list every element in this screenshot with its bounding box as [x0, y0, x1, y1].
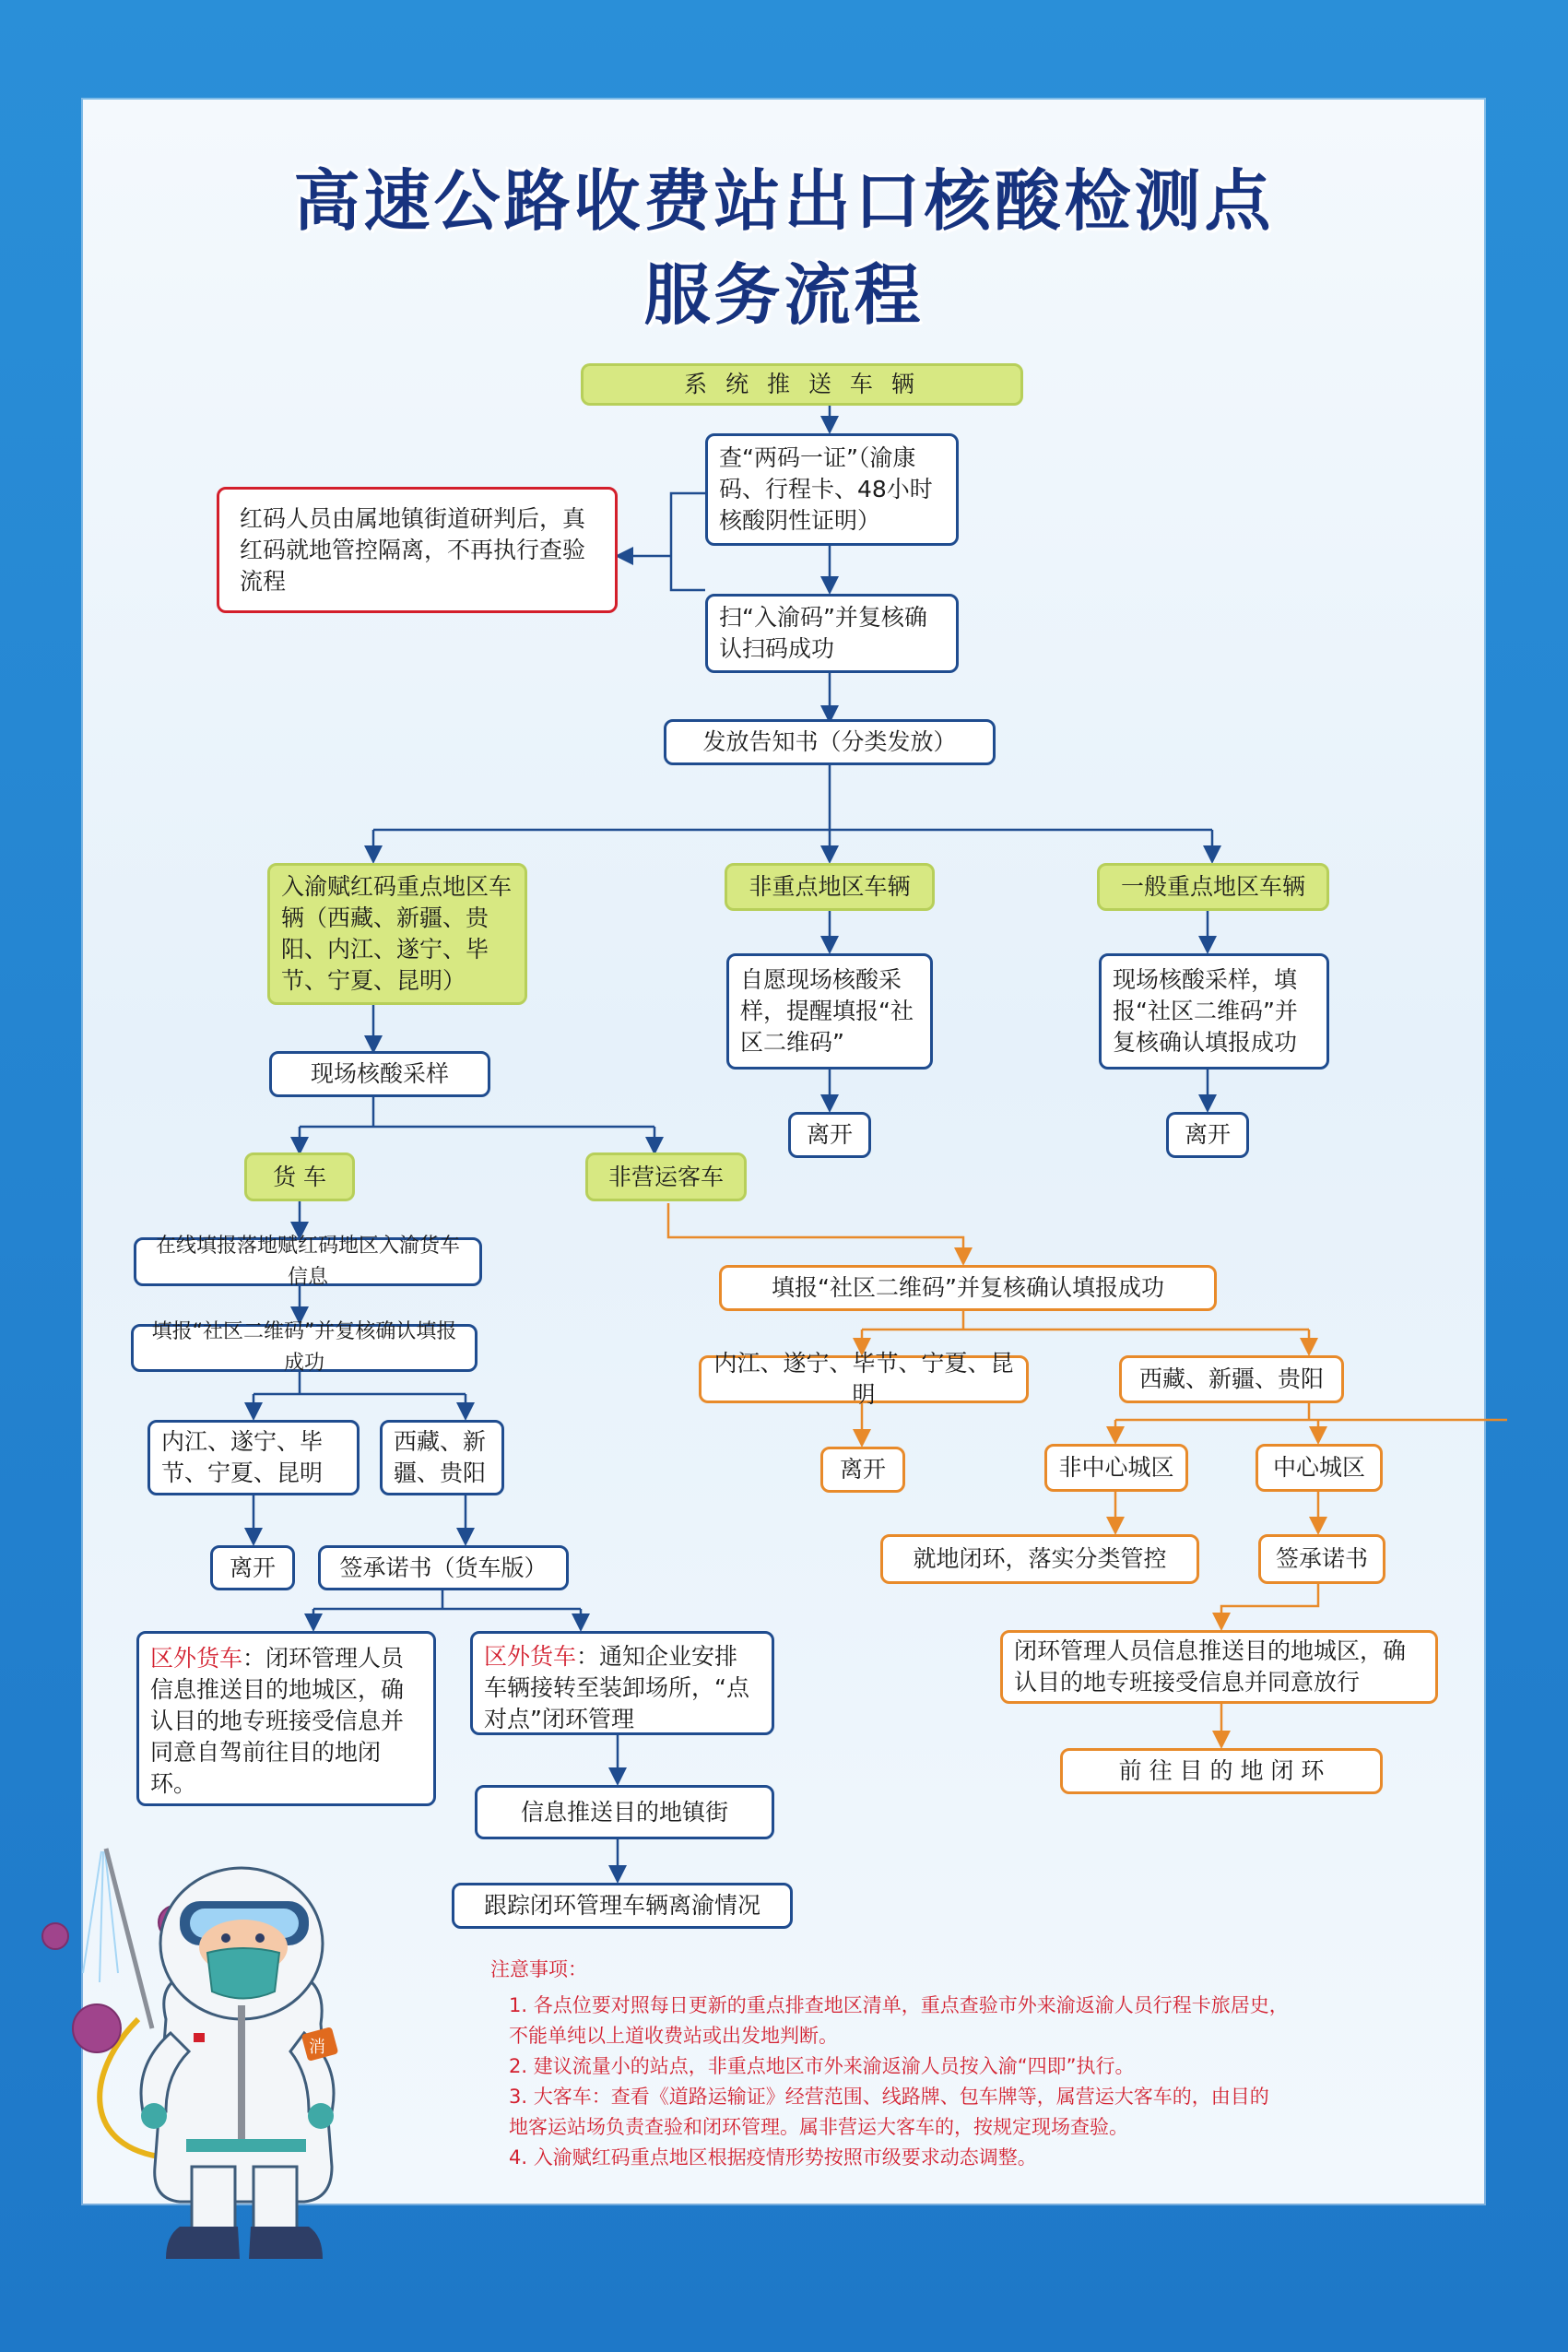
- step-leave-nonkey: 离开: [788, 1112, 871, 1158]
- step-check-codes: 查“两码一证”（渝康码、行程卡、48小时核酸阴性证明）: [705, 433, 959, 546]
- note-item-2: 2. 建议流量小的站点，非重点地区市外来渝返渝人员按入渝“四即”执行。: [509, 2055, 1135, 2077]
- step-truck-online-report: 在线填报落地赋红码地区入渝货车信息: [134, 1237, 482, 1286]
- step-push-to-town: 信息推送目的地镇街: [475, 1785, 774, 1839]
- step-truck-fill-qrcode: 填报“社区二维码”并复核确认填报成功: [131, 1324, 477, 1372]
- branch-truck: 货 车: [244, 1152, 355, 1201]
- step-red-code-handling: 红码人员由属地镇街道研判后，真红码就地管控隔离，不再执行查验流程: [217, 487, 618, 613]
- step-closed-loop-push: 闭环管理人员信息推送目的地城区，确认目的地专班接受信息并同意放行: [1000, 1630, 1438, 1704]
- health-worker-mascot-with-sprayer-icon: [28, 1835, 461, 2268]
- step-issue-notice: 发放告知书（分类发放）: [664, 719, 996, 765]
- truck-region-group-b: 西藏、新疆、贵阳: [380, 1420, 504, 1495]
- out-of-area-truck-label: 区外货车: [150, 1645, 243, 1672]
- step-non-central-district: 非中心城区: [1044, 1444, 1188, 1492]
- note-item-4: 4. 入渝赋红码重点地区根据疫情形势按照市级要求动态调整。: [509, 2146, 1037, 2169]
- step-system-push: 系 统 推 送 车 辆: [581, 363, 1023, 406]
- step-leave-general: 离开: [1166, 1112, 1249, 1158]
- private-region-group-a: 内江、遂宁、毕节、宁夏、昆明: [699, 1355, 1029, 1403]
- step-local-closed-loop: 就地闭环，落实分类管控: [880, 1534, 1199, 1584]
- category-non-key-vehicles: 非重点地区车辆: [725, 863, 935, 911]
- step-general-sampling: 现场核酸采样，填报“社区二维码”并复核确认填报成功: [1099, 953, 1329, 1070]
- step-scan-entry-code: 扫“入渝码”并复核确认扫码成功: [705, 594, 959, 673]
- step-go-to-destination: 前 往 目 的 地 闭 环: [1060, 1748, 1383, 1794]
- branch-private-passenger: 非营运客车: [585, 1152, 747, 1201]
- notes-heading: 注意事项：: [490, 1958, 587, 1980]
- step-onsite-sampling: 现场核酸采样: [269, 1051, 490, 1097]
- step-private-fill-qrcode: 填报“社区二维码”并复核确认填报成功: [719, 1265, 1217, 1311]
- note-item-1: 1. 各点位要对照每日更新的重点排查地区清单，重点查验市外来渝返渝人员行程卡旅居史， 不能单纯以上道收费站或出发地判断。: [509, 1994, 1289, 2047]
- step-out-of-area-truck-transfer: 区外货车：通知企业安排车辆接转至装卸场所，“点对点”闭环管理: [470, 1631, 774, 1735]
- category-general-key-vehicles: 一般重点地区车辆: [1097, 863, 1329, 911]
- step-truck-pledge: 签承诺书（货车版）: [318, 1545, 569, 1590]
- step-leave-private: 离开: [820, 1447, 905, 1493]
- category-key-red-region-vehicles: 入渝赋红码重点地区车辆（西藏、新疆、贵阳、内江、遂宁、毕节、宁夏、昆明）: [267, 863, 527, 1005]
- note-item-3: 3. 大客车：查看《道路运输证》经营范围、线路牌、包车牌等，属营运大客车的，由目的 地客运站场负责查验和闭环管理。属非营运大客车的，按规定现场查验。: [509, 2086, 1269, 2138]
- svg-text:消: 消: [309, 2038, 325, 2057]
- poster-title-line1: 高速公路收费站出口核酸检测点: [293, 162, 1275, 240]
- step-track-vehicles: 跟踪闭环管理车辆离渝情况: [452, 1883, 793, 1929]
- notes-section: [490, 1955, 1468, 2173]
- step-central-district: 中心城区: [1256, 1444, 1383, 1492]
- private-region-group-b: 西藏、新疆、贵阳: [1119, 1355, 1344, 1403]
- step-voluntary-sampling: 自愿现场核酸采样，提醒填报“社区二维码”: [726, 953, 933, 1070]
- step-leave-truck: 离开: [210, 1545, 295, 1590]
- step-out-of-area-truck-selfdrive: 区外货车：闭环管理人员信息推送目的地城区，确认目的地专班接受信息并同意自驾前往目的地闭环。: [136, 1631, 436, 1806]
- step-sign-pledge: 签承诺书: [1258, 1534, 1385, 1584]
- truck-region-group-a: 内江、遂宁、毕节、宁夏、昆明: [147, 1420, 360, 1495]
- out-of-area-truck-label: 区外货车: [484, 1643, 577, 1670]
- poster-title-line2: 服务流程: [643, 256, 925, 334]
